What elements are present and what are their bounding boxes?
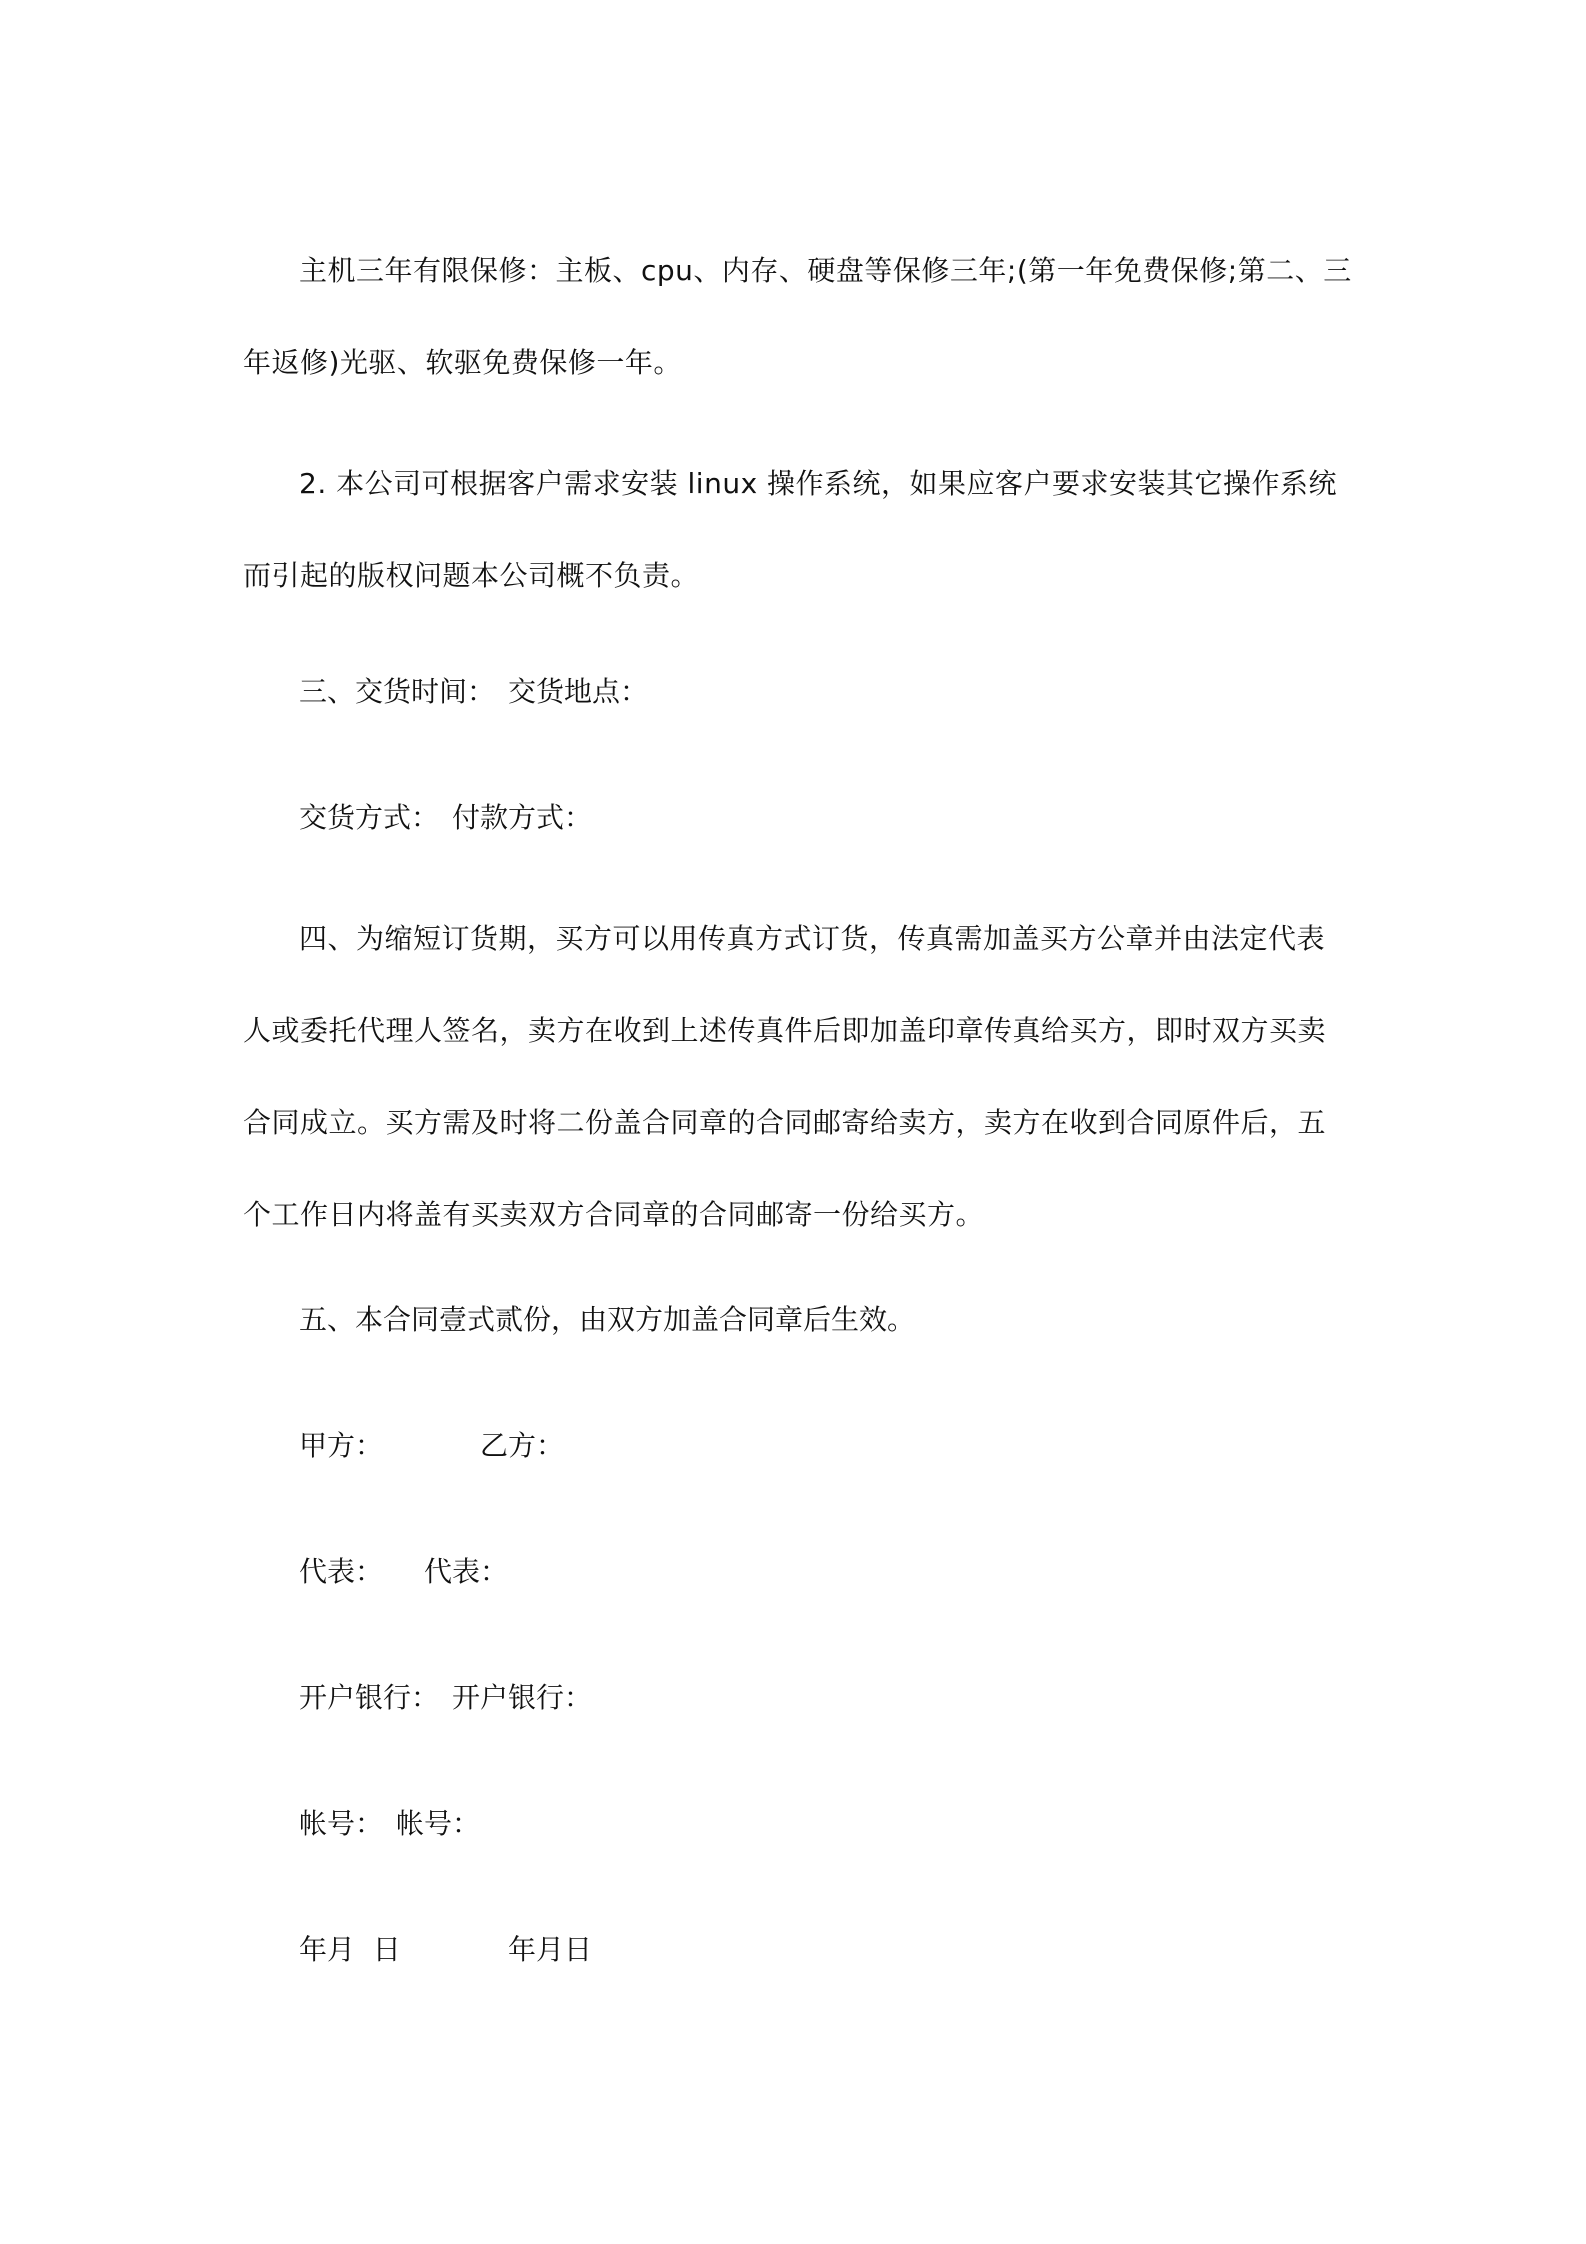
rep-b-label: 代表： <box>424 1555 509 1588</box>
rep-a-label: 代表： <box>299 1555 384 1588</box>
date-b-label: 年月日 <box>508 1933 593 1966</box>
account-a-label: 帐号： <box>299 1807 384 1840</box>
delivery-time-label: 三、交货时间： <box>299 675 496 708</box>
fax-clause-paragraph: 四、为缩短订货期，买方可以用传真方式订货，传真需加盖买方公章并由法定代表人或委托代理人签名，卖方在收到上述传真件后即加盖印章传真给买方，即时双方买卖合同成立。买方需及时将二份盖合同章的合同邮寄给卖方，卖方在收到合同原件后，五个工作日内将盖有买卖双方合同章的合同邮寄一份给买方。 <box>243 922 1327 1231</box>
payment-method-label: 付款方式： <box>452 801 593 834</box>
os-clause-paragraph: 2. 本公司可根据客户需求安装 linux 操作系统，如果应客户要求安装其它操作系统而引起的版权问题本公司概不负责。 <box>243 467 1338 592</box>
bank-a-label: 开户银行： <box>299 1681 440 1714</box>
delivery-place-label: 交货地点： <box>508 675 649 708</box>
account-b-label: 帐号： <box>396 1807 481 1840</box>
warranty-paragraph: 主机三年有限保修：主板、cpu、内存、硬盘等保修三年;(第一年免费保修;第二、三年返修)光驱、软驱免费保修一年。 <box>243 254 1352 379</box>
copies-clause: 五、本合同壹式贰份，由双方加盖合同章后生效。 <box>299 1303 916 1336</box>
party-b-label: 乙方： <box>480 1429 565 1462</box>
delivery-method-label: 交货方式： <box>299 801 440 834</box>
bank-b-label: 开户银行： <box>452 1681 593 1714</box>
party-a-label: 甲方： <box>299 1429 384 1462</box>
date-a-label: 年月 日 <box>299 1933 401 1966</box>
